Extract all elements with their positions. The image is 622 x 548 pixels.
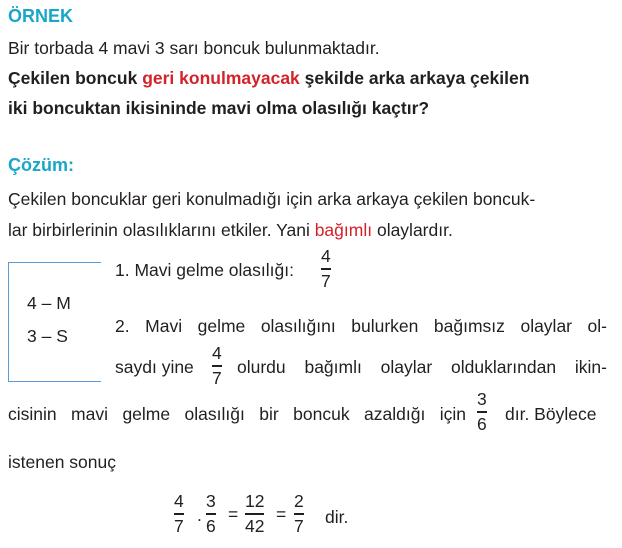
explanation-line-2 bbox=[8, 219, 453, 241]
step2-line-2-after: olurdu bağımlı olaylar olduklarından ikin- bbox=[237, 357, 607, 377]
step2-numerator: 4 bbox=[212, 343, 222, 363]
step2-fraction bbox=[212, 343, 222, 388]
result-fraction-1-denominator: 7 bbox=[174, 515, 184, 536]
bag-blue: 4 – M bbox=[27, 293, 71, 313]
step2-line-3-before: cisinin mavi gelme olasılığı bir boncuk azaldığı için bbox=[8, 404, 466, 424]
step2-line-1: 2. Mavi gelme olasılığını bulurken bağımsız olaylar ol- bbox=[115, 316, 607, 336]
result-fraction-3 bbox=[245, 491, 264, 536]
result-fraction-3-numerator: 12 bbox=[245, 491, 265, 511]
question-line-1 bbox=[8, 67, 529, 89]
result-fraction-2-numerator: 3 bbox=[206, 491, 216, 511]
fraction-bar bbox=[321, 268, 331, 270]
result-fraction-2-denominator: 6 bbox=[206, 515, 216, 536]
explanation-part-2: olaylardır. bbox=[372, 220, 453, 240]
question-highlight: geri konulmayacak bbox=[142, 68, 300, 88]
solution-heading: Çözüm: bbox=[8, 155, 74, 175]
bag-yellow: 3 – S bbox=[27, 326, 68, 346]
fraction-bar bbox=[294, 513, 304, 515]
equals-sign-2: = bbox=[276, 504, 287, 524]
step1-numerator: 4 bbox=[321, 246, 331, 266]
fraction-bar bbox=[245, 513, 264, 515]
result-fraction-1-numerator: 4 bbox=[174, 491, 184, 511]
step1-denominator: 7 bbox=[321, 270, 331, 291]
result-fraction-3-denominator: 42 bbox=[245, 515, 265, 536]
result-fraction-4-numerator: 2 bbox=[294, 491, 304, 511]
fraction-bar bbox=[477, 411, 487, 413]
fraction-bar bbox=[174, 513, 184, 515]
equals-sign-1: = bbox=[228, 504, 239, 524]
fraction-bar bbox=[206, 513, 216, 515]
question-part-1: Çekilen boncuk bbox=[8, 68, 143, 88]
step2-line-2-before: saydı yine bbox=[115, 357, 194, 377]
question-line-2: iki boncuktan ikisininde mavi olma olasılığı kaçtır? bbox=[8, 98, 430, 118]
bag-bracket bbox=[8, 262, 101, 382]
multiply-dot: . bbox=[197, 505, 202, 525]
intro-text: Bir torbada 4 mavi 3 sarı boncuk bulunmaktadır. bbox=[8, 38, 380, 58]
step1-fraction bbox=[321, 246, 331, 291]
step2-line-3-after: dır. Böylece bbox=[505, 404, 597, 424]
step2-fraction-2-denominator: 6 bbox=[477, 413, 487, 434]
step2-fraction-2 bbox=[477, 389, 487, 434]
fraction-bar bbox=[212, 365, 222, 367]
result-fraction-1 bbox=[174, 491, 184, 536]
explanation-line-1: Çekilen boncuklar geri konulmadığı için arka arkaya çekilen boncuk- bbox=[8, 189, 536, 209]
result-suffix: dir. bbox=[325, 507, 349, 527]
example-heading: ÖRNEK bbox=[8, 6, 74, 26]
step1-text: 1. Mavi gelme olasılığı: bbox=[115, 260, 294, 280]
step2-denominator: 7 bbox=[212, 367, 222, 388]
result-fraction-2 bbox=[206, 491, 216, 536]
step2-fraction-2-numerator: 3 bbox=[477, 389, 487, 409]
question-part-2: şekilde arka arkaya çekilen bbox=[299, 68, 530, 88]
result-fraction-4-denominator: 7 bbox=[294, 515, 304, 536]
explanation-highlight: bağımlı bbox=[314, 220, 373, 240]
step2-line-4: istenen sonuç bbox=[8, 452, 116, 472]
explanation-part-1: lar birbirlerinin olasılıklarını etkiler. Yani bbox=[8, 220, 315, 240]
result-fraction-4 bbox=[294, 491, 304, 536]
